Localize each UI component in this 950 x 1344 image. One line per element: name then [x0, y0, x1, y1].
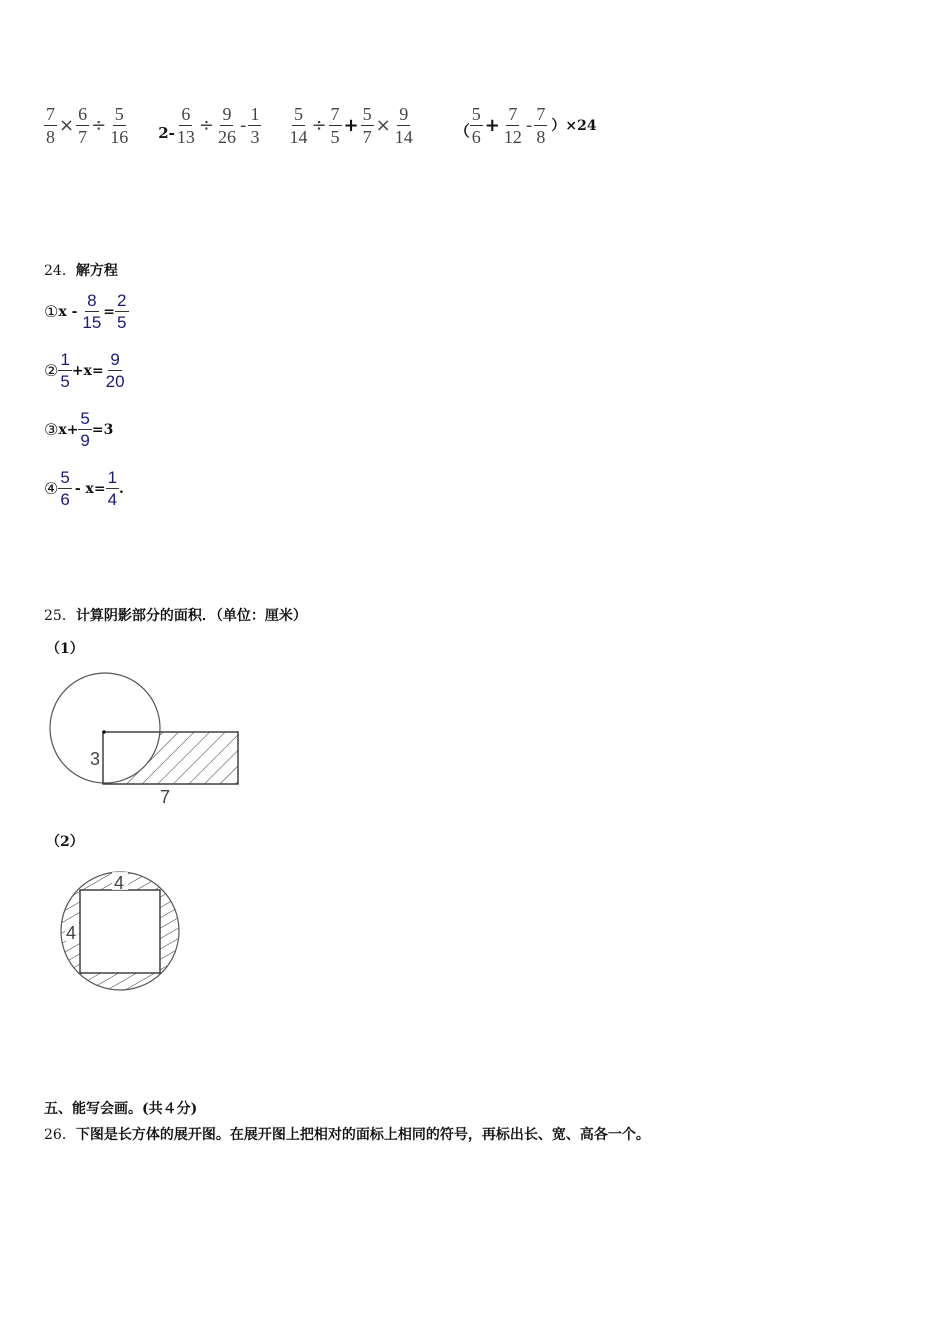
fraction: $\frac{5}{7}$: [362, 103, 372, 147]
question-title: 计算阴影部分的面积．（单位：厘米）: [75, 608, 307, 624]
operator: ×: [59, 114, 75, 136]
equation-2: [44, 351, 127, 390]
fraction: $\frac{1}{4}$: [107, 468, 118, 509]
calc-row: [44, 100, 597, 150]
fraction: $\frac{1}{5}$: [60, 350, 70, 391]
equation-1: [44, 292, 129, 331]
operator: -: [525, 114, 533, 136]
q25-heading: [44, 605, 307, 625]
fraction: $\frac{8}{15}$: [82, 291, 102, 332]
figure-2-square-in-circle: [55, 864, 190, 994]
equation-3: [44, 410, 113, 449]
operator: +: [343, 114, 359, 136]
fraction: $\frac{9}{14}$: [394, 103, 413, 147]
operator: ÷: [198, 114, 214, 136]
equation-text: .: [119, 480, 124, 497]
operator: ÷: [311, 114, 327, 136]
part-1-label: （1）: [46, 641, 84, 657]
calc-expression-1: [44, 105, 130, 146]
equation-text: =: [103, 303, 116, 320]
fraction: $\frac{7}{8}$: [536, 103, 546, 147]
circled-number: ③: [44, 420, 59, 439]
fraction: $\frac{5}{14}$: [289, 103, 308, 147]
operator: +: [484, 114, 500, 136]
calc-expression-4: [455, 105, 597, 146]
operator: ÷: [91, 114, 107, 136]
center-dot: [102, 730, 106, 734]
fraction: $\frac{5}{6}$: [471, 103, 481, 147]
fraction: $\frac{9}{26}$: [217, 103, 236, 147]
section-5-title: 五、能写会画。(共４分): [44, 1101, 198, 1117]
calc-expression-2: [158, 105, 261, 146]
operator: ×: [375, 114, 391, 136]
q26-heading: [44, 1124, 650, 1144]
fraction: $\frac{9}{20}$: [105, 350, 125, 391]
question-number: 25．: [44, 608, 76, 624]
fraction: $\frac{5}{6}$: [60, 468, 70, 509]
fraction: $\frac{1}{3}$: [250, 103, 260, 147]
bottom-label: 7: [160, 787, 171, 807]
circled-number: ②: [44, 361, 59, 380]
equation-text: +x=: [71, 362, 104, 379]
part-2-label: （2）: [46, 834, 84, 850]
circled-number: ①: [44, 302, 59, 321]
q24-heading: [44, 260, 118, 280]
question-text: 下图是长方体的展开图。在展开图上把相对的面标上相同的符号，再标出长、宽、高各一个。: [75, 1127, 650, 1143]
fraction: $\frac{6}{7}$: [78, 103, 88, 147]
side-label: 3: [90, 749, 101, 769]
figure-1-circle-rectangle: [40, 668, 250, 813]
question-number: 26．: [44, 1127, 76, 1143]
equation-text: x+: [58, 421, 79, 438]
question-title: 解方程: [75, 263, 118, 279]
equation-text: =3: [91, 421, 114, 438]
open-paren: （: [454, 121, 470, 140]
top-label: 4: [114, 873, 125, 893]
question-number: 24．: [44, 263, 76, 279]
fraction: $\frac{7}{5}$: [330, 103, 340, 147]
fraction: $\frac{5}{16}$: [110, 103, 129, 147]
fraction: $\frac{6}{13}$: [176, 103, 195, 147]
fraction: $\frac{5}{9}$: [80, 409, 90, 450]
fraction: $\frac{7}{8}$: [46, 103, 55, 147]
operator: -: [239, 114, 247, 136]
equation-text: x -: [58, 303, 78, 320]
fraction: $\frac{7}{12}$: [503, 103, 522, 147]
calc-expression-3: [287, 105, 414, 146]
equation-4: [44, 469, 124, 508]
inner-square: [80, 890, 160, 973]
fraction: $\frac{2}{5}$: [117, 291, 127, 332]
expression-lead: 2-: [158, 124, 175, 142]
close-paren-times: ）×24: [551, 118, 597, 134]
circled-number: ④: [44, 479, 59, 498]
left-label: 4: [66, 923, 77, 943]
equation-text: - x=: [74, 480, 106, 497]
